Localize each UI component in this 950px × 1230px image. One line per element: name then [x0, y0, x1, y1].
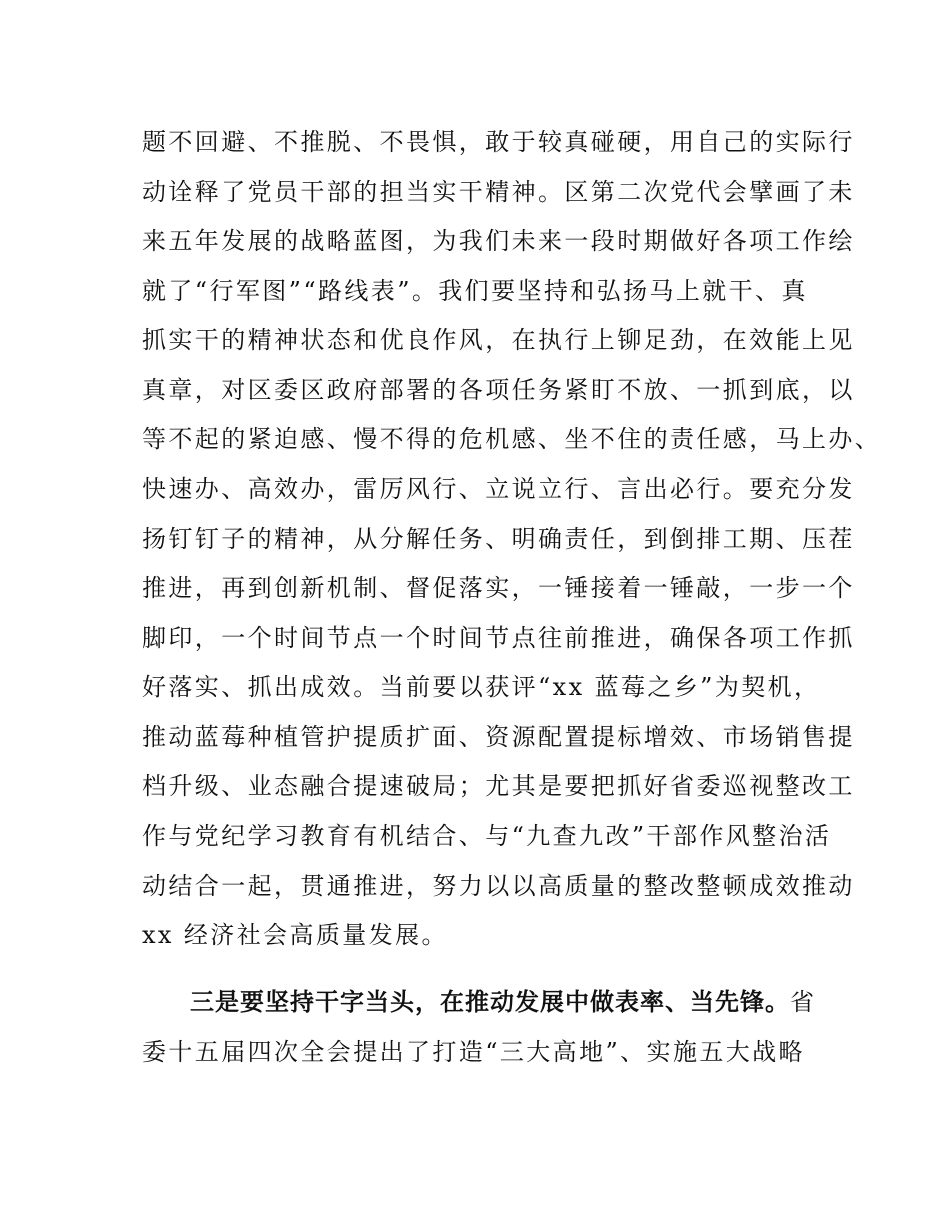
- paragraph2-first-line: [190, 987, 816, 1017]
- paragraph-line: 真章，对区委区政府部署的各项任务紧盯不放、一抓到底，以: [142, 376, 855, 404]
- paragraph-line: 来五年发展的战略蓝图，为我们未来一段时期做好各项工作绘: [142, 227, 855, 255]
- paragraph-line: 档升级、业态融合提速破局；尤其是要把抓好省委巡视整改工: [142, 772, 855, 800]
- paragraph-line: 快速办、高效办，雷厉风行、立说立行、言出必行。要充分发: [142, 475, 855, 503]
- paragraph-line: 动结合一起，贯通推进，努力以以高质量的整改整顿成效推动: [142, 872, 855, 900]
- paragraph-line: xx 经济社会高质量发展。: [142, 921, 448, 949]
- paragraph-line: 题不回避、不推脱、不畏惧，敢于较真碰硬，用自己的实际行: [142, 128, 855, 156]
- paragraph-line: 好落实、抓出成效。当前要以获评“xx 蓝莓之乡”为契机，: [142, 673, 821, 701]
- paragraph-line: 抓实干的精神状态和优良作风，在执行上铆足劲，在效能上见: [142, 326, 855, 354]
- paragraph-line: 作与党纪学习教育有机结合、与“九查九改”干部作风整治活: [142, 822, 832, 850]
- paragraph2-first-line-rest: 省: [790, 988, 817, 1016]
- paragraph-line: 推动蓝莓种植管护提质扩面、资源配置提标增效、市场销售提: [142, 723, 855, 751]
- paragraph-line: 委十五届四次全会提出了打造“三大高地”、实施五大战略: [142, 1038, 805, 1066]
- paragraph-line: 推进，再到创新机制、督促落实，一锤接着一锤敲，一步一个: [142, 574, 855, 602]
- paragraph2-lead-heading: 三是要坚持干字当头，在推动发展中做表率、当先锋。: [190, 988, 790, 1016]
- paragraph-line: 等不起的紧迫感、慢不得的危机感、坐不住的责任感，马上办、: [142, 425, 882, 453]
- paragraph-line: 脚印，一个时间节点一个时间节点往前推进，确保各项工作抓: [142, 624, 855, 652]
- paragraph-line: 扬钉钉子的精神，从分解任务、明确责任，到倒排工期、压茬: [142, 525, 855, 553]
- paragraph-line: 动诠释了党员干部的担当实干精神。区第二次党代会擘画了未: [142, 178, 855, 206]
- paragraph-line: 就了“行军图”“路线表”。我们要坚持和弘扬马上就干、真: [142, 277, 808, 305]
